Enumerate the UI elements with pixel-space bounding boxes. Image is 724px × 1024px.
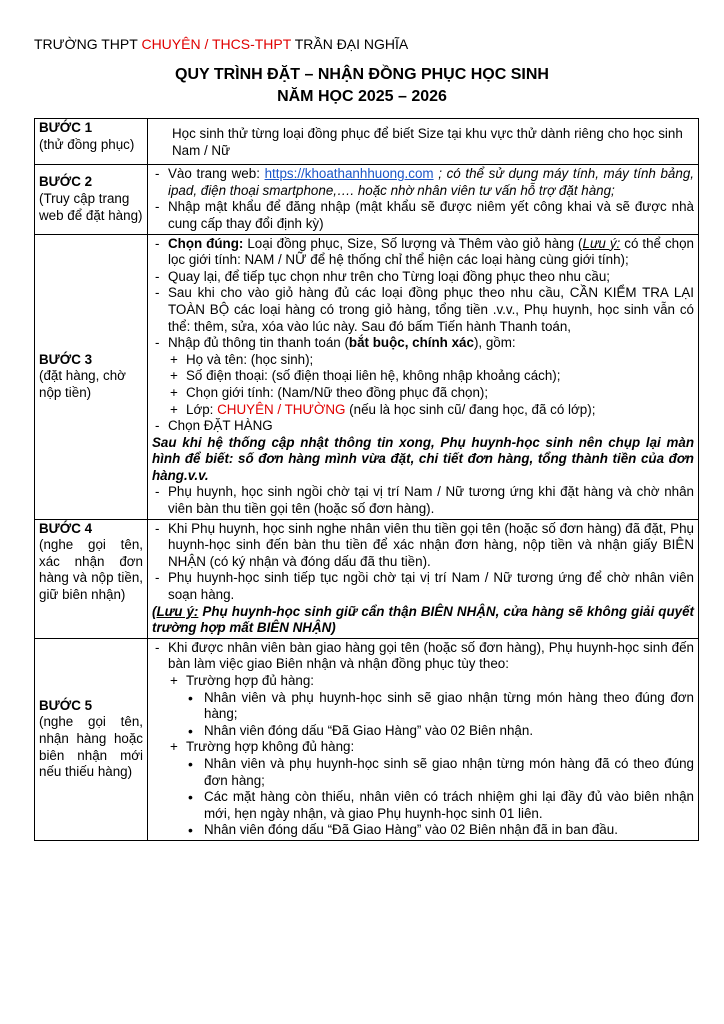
step-3-item-4-suffix: ), gồm: xyxy=(473,335,516,351)
step-5-title: BƯỚC 5 xyxy=(39,697,93,713)
step-2-content xyxy=(148,165,699,234)
step-4-item-2: - Phụ huynh-học sinh tiếp tục ngồi chờ tại vị trí Nam / Nữ tương ứng để chờ nhân viên soạn hàng. xyxy=(152,570,694,603)
step-3-item-4 xyxy=(152,335,694,352)
step-4-note-label: Lưu ý: xyxy=(156,603,199,619)
school-name xyxy=(34,36,408,52)
step-3-note: Sau khi hệ thống cập nhật thông tin xong, Phụ huynh-học sinh nên chụp lại màn hình để biết: số đơn hàng mình vừa đặt, chi tiết đơn hàng, tổng thành tiền của đơn hàng.v.v. xyxy=(152,434,694,483)
step-5-case-1-a: • Nhân viên và phụ huynh-học sinh sẽ giao nhận từng món hàng theo đúng đơn hàng; xyxy=(152,690,694,723)
step-5-content xyxy=(148,638,699,840)
step-3-item-4-prefix: Nhập đủ thông tin thanh toán ( xyxy=(168,335,349,351)
step-5-item-1: - Khi được nhân viên bàn giao hàng gọi tên (hoặc số đơn hàng), Phụ huynh-học sinh đến bàn làm việc giao Biên nhận và nhận đồng phục tùy theo: xyxy=(152,640,694,673)
step-2-item-2: - Nhập mật khẩu để đăng nhập (mật khẩu sẽ được niêm yết công khai và sẽ được nhà cung cấp thay đổi định kỳ) xyxy=(152,199,694,232)
school-suffix: TRẦN ĐẠI NGHĨA xyxy=(291,36,409,52)
step-4-note: (Lưu ý: Phụ huynh-học sinh giữ cẩn thận BIÊN NHẬN, cửa hàng sẽ không giải quyết trường hợp mất BIÊN NHẬN) xyxy=(152,603,694,636)
step-3-item-1-note-label: Lưu ý: xyxy=(582,235,621,251)
step-1-content xyxy=(148,119,699,165)
step-3-row xyxy=(35,234,699,519)
step-3-sub-3: + Chọn giới tính: (Nam/Nữ theo đồng phục đã chọn); xyxy=(152,385,694,402)
document-subtitle: NĂM HỌC 2025 – 2026 xyxy=(277,88,447,105)
step-2-item-1-suffix: ; có thể sử dụng máy tính, máy tính bảng, ipad, điện thoại smartphone,…. hoặc nhờ nhân viên tư vấn hỗ trợ đặt hàng; xyxy=(168,166,694,198)
step-3-item-1-lead: Chọn đúng: xyxy=(168,235,244,251)
step-2-row xyxy=(35,165,699,234)
step-3-label xyxy=(35,234,148,519)
step-5-row xyxy=(35,638,699,840)
step-3-title: BƯỚC 3 xyxy=(39,351,93,367)
step-5-label xyxy=(35,638,148,840)
step-3-content xyxy=(148,234,699,519)
step-2-item-1 xyxy=(152,166,694,199)
procedure-table xyxy=(34,118,699,841)
school-prefix: TRƯỜNG THPT xyxy=(34,36,142,52)
step-5-desc: (nghe gọi tên, nhận hàng hoặc biên nhận mới nếu thiếu hàng) xyxy=(39,714,143,780)
step-3-sub-4-suffix: (nếu là học sinh cũ/ đang học, đã có lớp); xyxy=(345,401,596,417)
step-3-sub-4-red: CHUYÊN / THƯỜNG xyxy=(217,401,346,417)
step-1-label xyxy=(35,119,148,165)
step-3-item-6: - Phụ huynh, học sinh ngồi chờ tại vị trí Nam / Nữ tương ứng khi đặt hàng và chờ nhân viên bàn thu tiền gọi tên (hoặc số đơn hàng). xyxy=(152,484,694,517)
step-2-item-1-prefix: Vào trang web: xyxy=(168,166,265,182)
step-2-title: BƯỚC 2 xyxy=(39,174,93,190)
step-4-desc: (nghe gọi tên, xác nhận đơn hàng và nộp tiền, giữ biên nhận) xyxy=(39,537,143,603)
step-1-text: Học sinh thử từng loại đồng phục để biết Size tại khu vực thử dành riêng cho học sinh Nam / Nữ xyxy=(172,126,683,158)
step-4-note-text: Phụ huynh-học sinh giữ cẩn thận BIÊN NHẬN, cửa hàng sẽ không giải quyết trường hợp mất BIÊN NHẬN) xyxy=(152,603,694,636)
step-1-title: BƯỚC 1 xyxy=(39,120,93,135)
step-5-case-2: + Trường hợp không đủ hàng: xyxy=(152,739,694,756)
step-5-case-2-c: • Nhân viên đóng dấu “Đã Giao Hàng” vào 02 Biên nhận đã in ban đầu. xyxy=(152,822,694,839)
step-2-label xyxy=(35,165,148,234)
step-5-case-1: + Trường hợp đủ hàng: xyxy=(152,673,694,690)
step-3-sub-4-prefix: Lớp: xyxy=(186,401,218,417)
step-5-case-1-b: • Nhân viên đóng dấu “Đã Giao Hàng” vào 02 Biên nhận. xyxy=(152,723,694,740)
step-3-item-3: - Sau khi cho vào giỏ hàng đủ các loại đồng phục theo nhu cầu, CẦN KIỂM TRA LẠI TOÀN BỘ các loại hàng có trong giỏ hàng, tổng tiền .v.v., Phụ huynh, học sinh vẫn có thể: thêm, sửa, xóa vào lúc này. Sau đó bấm Tiến hành Thanh toán, xyxy=(152,285,694,335)
document-title: QUY TRÌNH ĐẶT – NHẬN ĐỒNG PHỤC HỌC SINH xyxy=(175,66,549,83)
website-link[interactable]: https://khoathanhhuong.com xyxy=(264,166,434,182)
step-5-case-2-b: • Các mặt hàng còn thiếu, nhân viên có trách nhiệm ghi lại đầy đủ vào biên nhận mới, hẹn ngày nhận, và giao Phụ huynh-học sinh 01 liên. xyxy=(152,789,694,822)
step-5-case-2-a: • Nhân viên và phụ huynh-học sinh sẽ giao nhận từng món hàng đã có theo đúng đơn hàng; xyxy=(152,756,694,789)
step-3-sub-4 xyxy=(152,402,694,419)
step-3-sub-2: + Số điện thoại: (số điện thoại liên hệ, không nhập khoảng cách); xyxy=(152,368,694,385)
step-3-item-1-note: có thể chọn lọc giới tính: NAM / NỮ để hệ thống chỉ thể hiện các loại hàng cùng giới tính); xyxy=(168,235,694,268)
step-2-desc: (Truy cập trang web để đặt hàng) xyxy=(39,191,143,223)
step-1-desc: (thử đồng phục) xyxy=(39,136,135,152)
step-1-row xyxy=(35,119,699,165)
step-3-item-5: - Chọn ĐẶT HÀNG xyxy=(152,418,694,435)
step-3-sub-1: + Họ và tên: (học sinh); xyxy=(152,352,694,369)
step-3-item-1 xyxy=(152,236,694,269)
step-3-item-1-text: Loại đồng phục, Size, Số lượng và Thêm vào giỏ hàng ( xyxy=(243,235,583,251)
step-3-item-4-bold: bắt buộc, chính xác xyxy=(348,335,474,351)
school-highlight: CHUYÊN / THCS-THPT xyxy=(141,36,292,52)
step-4-item-1: - Khi Phụ huynh, học sinh nghe nhân viên thu tiền gọi tên (hoặc số đơn hàng) đã đặt, Phụ huynh-học sinh đến bàn thu tiền để xác nhận đơn hàng, nộp tiền và nhận giấy BIÊN NHẬN (có ký nhận và đóng dấu đã thu tiền). xyxy=(152,521,694,571)
step-4-title: BƯỚC 4 xyxy=(39,520,93,536)
step-4-content xyxy=(148,519,699,638)
step-3-item-2: - Quay lại, để tiếp tục chọn như trên cho Từng loại đồng phục theo nhu cầu; xyxy=(152,269,694,286)
step-4-label xyxy=(35,519,148,638)
step-3-desc: (đặt hàng, chờ nộp tiền) xyxy=(39,368,126,400)
step-4-row xyxy=(35,519,699,638)
